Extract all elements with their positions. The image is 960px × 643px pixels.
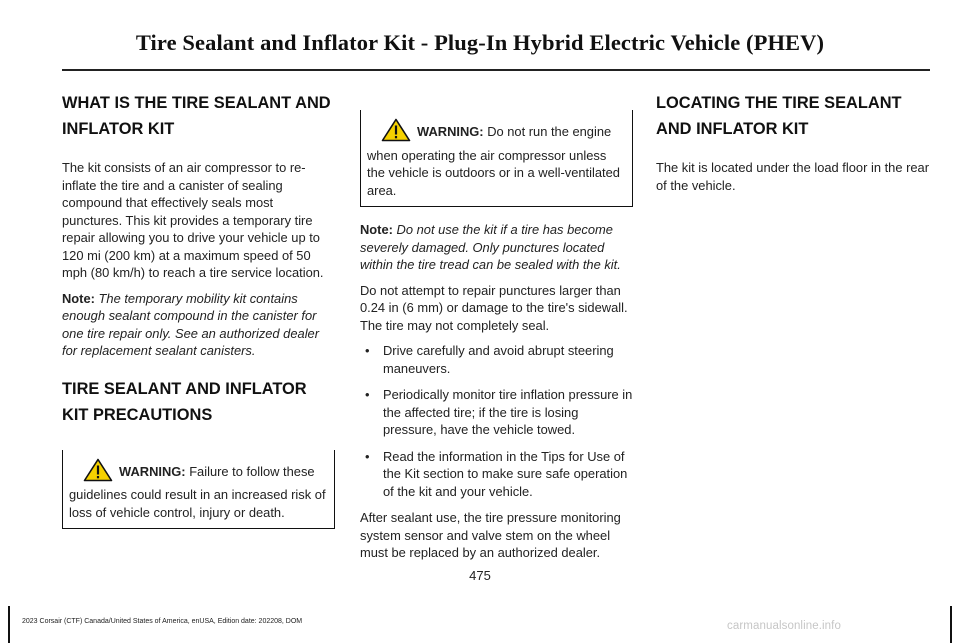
- warning-triangle-icon: [381, 118, 411, 147]
- note-sealant-capacity: [62, 290, 335, 360]
- page-number: 475: [469, 568, 491, 583]
- crop-mark-left: [8, 606, 10, 643]
- left-column: [62, 90, 335, 543]
- note-text: Do not use the kit if a tire has become severely damaged. Only punctures located within the tire tread can be sealed with the kit.: [360, 222, 621, 272]
- note-label: Note:: [62, 290, 95, 306]
- warning-triangle-icon: [83, 458, 113, 487]
- bullet: •: [365, 343, 370, 358]
- list-item: [360, 342, 633, 377]
- list-item-text: Periodically monitor tire inflation pressure in the affected tire; if the tire is losing pressure, have the vehicle towed.: [383, 387, 633, 437]
- list-item: [360, 386, 633, 439]
- list-item-text: Drive carefully and avoid abrupt steering maneuvers.: [383, 343, 614, 376]
- note-label: Note:: [360, 222, 393, 237]
- warning-label: WARNING:: [119, 463, 186, 479]
- title-rule: [62, 69, 930, 71]
- middle-column: [360, 90, 633, 570]
- heading-locating-kit: LOCATING THE TIRE SEALANT AND INFLATOR KIT: [656, 94, 902, 138]
- heading-precautions: TIRE SEALANT AND INFLATOR KIT PRECAUTIONS: [62, 379, 307, 424]
- precautions-list: [360, 342, 633, 500]
- warning-label: WARNING:: [417, 124, 484, 139]
- warning-text: Failure to follow these guidelines could result in an increased risk of loss of vehicle control, injury or death.: [69, 463, 326, 520]
- puncture-size-info: Do not attempt to repair punctures larger than 0.24 in (6 mm) or damage to the tire's sidewall. The tire may not completely seal.: [360, 282, 628, 333]
- warning-box-control: [62, 450, 335, 530]
- kit-description: The kit consists of an air compressor to re-inflate the tire and a canister of sealing compound that effectively seals most punctures. This kit provides a temporary tire repair allowing you to drive your vehicle up to 120 mi (200 km) at a maximum speed of 50 mph (80 km/h) to reach a tire service location.: [62, 160, 324, 280]
- note-text: The temporary mobility kit contains enough sealant compound in the canister for one tire repair only. See an authorized dealer for replacement sealant canisters.: [62, 290, 320, 358]
- list-item-text: Read the information in the Tips for Use of the Kit section to make sure safe operation of the kit and your vehicle.: [383, 448, 628, 499]
- warning-box-engine: [360, 110, 633, 207]
- page-title: Tire Sealant and Inflator Kit - Plug-In Hybrid Electric Vehicle (PHEV): [135, 30, 825, 55]
- kit-location-info: The kit is located under the load floor in the rear of the vehicle.: [656, 160, 930, 193]
- heading-what-is-kit: WHAT IS THE TIRE SEALANT AND INFLATOR KIT: [62, 94, 331, 138]
- note-damaged-tire: [360, 221, 633, 274]
- warning-text: Do not run the engine when operating the air compressor unless the vehicle is outdoors or in a well-ventilated area.: [367, 124, 620, 198]
- list-item: [360, 448, 633, 501]
- crop-mark-right: [950, 606, 952, 643]
- watermark: carmanualsonline.info: [727, 620, 841, 632]
- bullet: •: [365, 387, 370, 402]
- sensor-replacement-info: After sealant use, the tire pressure monitoring system sensor and valve stem on the wheel must be replaced by an authorized dealer.: [360, 510, 621, 560]
- right-column: [656, 90, 929, 202]
- edition-info: 2023 Corsair (CTF) Canada/United States of America, enUSA, Edition date: 202208, DOM: [22, 618, 303, 625]
- bullet: •: [365, 448, 370, 464]
